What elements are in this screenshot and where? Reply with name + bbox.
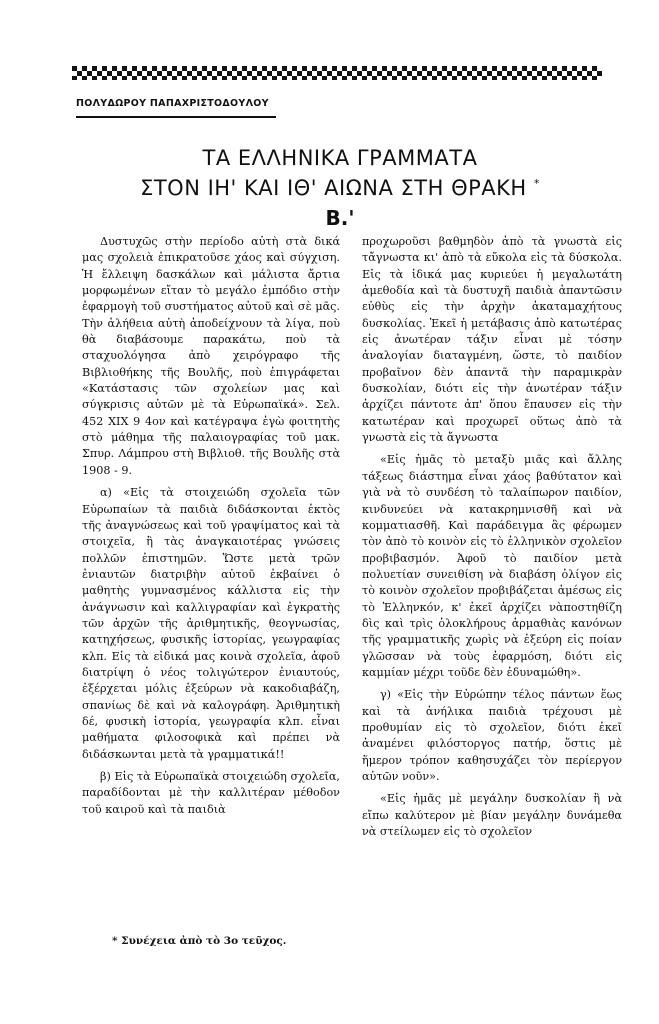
paragraph: προχωροῦσι βαθμηδὸν ἀπὸ τὰ γνωστὰ εἰς τἄγνωστα κι' ἀπὸ τὰ εὔκολα εἰς τὰ δύσκολα. Εἰς τὰ ἰδικά μας κυριεύει ἡ μεγαλωτάτη ἀμεθοδία καὶ τὰ δυστυχῆ παιδιὰ ἀπαντῶσιν εὐθὺς εἰς τὴν ἀρχὴν ἀκαταμαχήτους δυσκολίας. Ἐκεῖ ἡ μετάβασις ἀπὸ κατωτέρας εἰς ἀνωτέραν τάξιν εἶναι μὲ τόσην ἀναλογίαν διαταγμένη, ὥστε, τὸ παιδίον προβαῖνον δὲν ἀπαντᾶ τὴν παραμικρὰν δυσκολίαν, διότι εἰς τὴν ἀνωτέραν τάξιν ἀρχίζει πάντοτε ἀπ' ὅπου ἔπαυσεν εἰς τὴν κατωτέραν καὶ προχωρεῖ οὕτως ἀπὸ τὰ γνωστὰ εἰς τὰ ἄγνωστα	[362, 235, 622, 445]
left-column	[82, 234, 340, 824]
paragraph: «Εἰς ἡμᾶς μὲ μεγάλην δυσκολίαν ἢ νὰ εἴπω καλύτερον μὲ βίαν μεγάλην δυνάμεθα νὰ στείλωμεν εἰς τὸ σχολεῖον	[362, 792, 622, 839]
article-title-line2	[60, 176, 620, 200]
paragraph: α) «Εἰς τὰ στοιχειώδη σχολεῖα τῶν Εὐρωπαίων τὰ παιδιὰ διδάσκονται ἐκτὸς τῆς ἀναγνώσεως καὶ τοῦ γραψίματος καὶ τὰ στοιχεῖα, ἢ τὰς ἀναγκαιοτέρας γνώσεις πολλῶν ἐπιστημῶν. Ὥστε μετὰ τρῶν ἐνιαυτῶν διατριβὴν αὐτοῦ ἐκβαίνει ὁ μαθητὴς γυμνασμένος κάλλιστα εἰς τὴν ἀνάγνωσιν καὶ καλλιγραφίαν καὶ ἐγκρατὴς τῶν ἀρχῶν τῆς ἀριθμητικῆς, θεογνωσίας, κατηχήσεως, φυσικῆς ἱστορίας, γεωγραφίας κλπ. Εἰς τὰ εἰδικά μας κοινὰ σχολεῖα, ἀφοῦ διατρίψη ὁ νέος τολιγώτερον ἐνιαυτούς, ἐξέρχεται μόλις ἐξεύρων νὰ κακοδιαβάζη, σπανίως δὲ καὶ νὰ καλογράφη. Ἀριθμητικὴ δέ, φυσικὴ ἱστορία, γεωγραφία κλπ. εἶναι μαθήματα φιλοσοφικὰ καὶ πρέπει νὰ διδάσκωνται μετὰ τὰ γραμματικά!!	[82, 486, 340, 761]
title-text-2: ΣΤΟΝ ΙΗ' ΚΑΙ ΙΘ' ΑΙΩΝΑ ΣΤΗ ΘΡΑΚΗ	[140, 176, 527, 200]
footnote-marker: *	[533, 177, 540, 190]
article-title-line1	[60, 146, 620, 170]
right-column	[362, 234, 622, 846]
paragraph: β) Εἰς τὰ Εὐρωπαϊκὰ στοιχειώδη σχολεῖα, παραδίδονται μὲ τὴν καλλιτέραν μέθοδον τοῦ καιροῦ καὶ τὰ παιδιὰ	[82, 770, 340, 816]
paragraph: Δυστυχῶς στὴν περίοδο αὐτὴ στὰ δικά μας σχολειὰ ἐπικρατοῦσε χάος καὶ σύγχιση. Ἡ ἔλλειψη δασκάλων καὶ μάλιστα ἄρτια μορφωμένων εἴταν τὸ μεγάλο ἐμπόδιο στὴν ἐφαρμογὴ τοῦ συστήματος αὐτοῦ καὶ σὲ μᾶς. Τὴν ἀλήθεια αὐτὴ ἀποδείχνουν τὰ λίγα, ποὺ θὰ διαβάσουμε παρακάτω, ποὺ τὰ σταχυολόγησα ἀπὸ χειρόγραφο τῆς Βιβλιοθήκης τῆς Βουλῆς, ποὺ ἐπιγράφεται «Κατάστασις τῶν σχολείων μας καὶ σύγκρισις αὐτῶν μὲ τὰ Εὐρωπαϊκά». Σελ. 452 ΧΙΧ 9 4ον καὶ κατέγραψα ἐγὼ φοιτητὴς στὸ μάθημα τῆς παλαιογραφίας τοῦ μακ. Σπυρ. Λάμπρου στὴ Βιβλιοθ. τῆς Βουλῆς στὰ 1908 - 9.	[82, 235, 340, 477]
title-text-1: ΤΑ ΕΛΛΗΝΙΚΑ ΓΡΑΜΜΑΤΑ	[202, 146, 478, 170]
paragraph: «Εἰς ἡμᾶς τὸ μεταξὺ μιᾶς καὶ ἄλλης τάξεως διάστημα εἶναι χάος βαθύτατον καὶ γιὰ νὰ τὸ συνδέση τὸ ταλαίπωρον παιδίον, κινδυνεύει νὰ κατακρημνισθῆ καὶ νὰ κομματιασθῆ. Καὶ παράδειγμα ἂς φέρωμεν τὸν ἀπὸ τὸ κοινὸν εἰς τὸ ἑλληνικὸν σχολεῖον προβιβασμόν. Ἀφοῦ τὸ παιδίον μετὰ πολυετίαν συνειθίση νὰ διαβάση ὀλίγον εἰς τὸ κοινὸν σχολεῖον προβιβάζεται ἀμέσως εἰς τὸ Ἑλληνκόν, κ' ἐκεῖ ἀρχίζει νὰποστηθίζη δὶς καὶ τρὶς ὁλοκλήρους ἁρμαθιὰς κανόνων τῆς γραμματικῆς χωρὶς νὰ ἐξεύρη εἰς ποίαν γλῶσσαν νὰ τοὺς ἐφαρμόση, διότι εἰς καμμίαν μέχρι τοῦδε δὲν ἐδυναμώθη».	[362, 453, 622, 679]
footnote: * Συνέχεια ἀπὸ τὸ 3ο τεῦχος.	[112, 935, 287, 947]
part-number: Β.'	[325, 206, 355, 230]
decorative-border	[72, 66, 602, 80]
author-name: ΠΟΛΥΔΩΡΟΥ ΠΑΠΑΧΡΙΣΤΟΔΟΥΛΟΥ	[76, 98, 269, 109]
paragraph: γ) «Εἰς τὴν Εὐρώπην τέλος πάντων ἕως καὶ τὰ ἀνήλικα παιδιὰ τρέχουσι μὲ προθυμίαν εἰς τὸ σχολεῖον, διότι ἐκεῖ ἀναμένει φιλόστοργος πατήρ, ὅστις μὲ ἥμερον τρόπον καθησυχάζει τὸν περίεργον αὐτῶν νοῦν».	[362, 688, 622, 783]
author-underline	[76, 116, 276, 118]
